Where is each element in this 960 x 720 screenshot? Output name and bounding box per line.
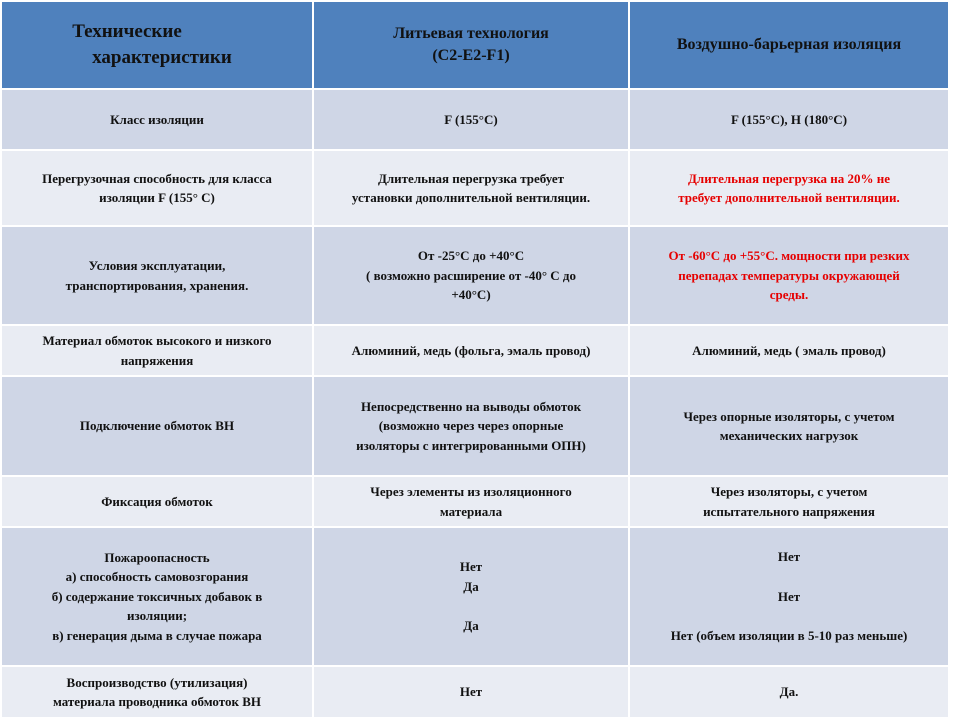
cell-text: Нет [459, 559, 483, 575]
row-5-air-barrier [630, 377, 948, 475]
table-row [2, 528, 948, 665]
cell-text: Да [463, 578, 479, 594]
cell-text: Пожароопасность [104, 549, 210, 565]
header-casting-line-1: Литьевая технология [393, 25, 549, 43]
cell-text: требует дополнительной вентиляции. [678, 190, 900, 205]
cell-text: Да. [779, 684, 799, 700]
cell-text: Нет [459, 684, 483, 700]
row-4-casting [314, 326, 628, 375]
row-7-characteristic [2, 528, 312, 665]
header-characteristics [2, 2, 312, 88]
cell-spacer [636, 567, 942, 587]
row-1-air-barrier [630, 90, 948, 149]
row-1-casting [314, 90, 628, 149]
cell-text: перепадах температуры окружающей [678, 267, 900, 283]
row-3-characteristic [2, 227, 312, 324]
row-2-air-barrier [630, 151, 948, 225]
cell-text: напряжения [120, 352, 194, 368]
table-row [2, 326, 948, 375]
table-header-row [2, 2, 948, 88]
cell-text: изоляции F (155° С) [99, 190, 215, 205]
row-7-air-barrier [630, 528, 948, 665]
row-6-casting [314, 477, 628, 526]
row-7-casting [314, 528, 628, 665]
cell-text: Алюминий, медь (фольга, эмаль провод) [351, 342, 591, 358]
cell-text: испытательного напряжения [703, 503, 875, 519]
row-1-characteristic [2, 90, 312, 149]
row-8-characteristic [2, 667, 312, 717]
row-4-characteristic [2, 326, 312, 375]
row-2-casting [314, 151, 628, 225]
cell-spacer [320, 596, 622, 616]
cell-text: Алюминий, медь ( эмаль провод) [692, 342, 886, 358]
cell-text: Да [463, 618, 479, 634]
cell-text: Длительная перегрузка на 20% не [687, 170, 891, 186]
cell-text: Нет [777, 588, 801, 604]
cell-text: Длительная перегрузка требует [377, 170, 565, 186]
row-3-casting [314, 227, 628, 324]
cell-text: От -60°С до +55°С. мощности при резких [668, 248, 910, 264]
cell-text: Подключение обмоток ВН [79, 418, 235, 434]
cell-text: От -25°С до +40°С [417, 248, 525, 264]
cell-text: механических нагрузок [719, 428, 859, 443]
cell-text: в) генерация дыма в случае пожара [52, 627, 262, 643]
cell-text: F (155°С) [444, 111, 498, 127]
cell-text: (возможно через через опорные [378, 418, 564, 434]
cell-text: +40°С) [451, 287, 491, 303]
table-row [2, 90, 948, 149]
row-6-air-barrier [630, 477, 948, 526]
header-air-barrier-line-1: Воздушно-барьерная изоляция [676, 36, 902, 54]
cell-text: Условия эксплуатации, [88, 258, 226, 273]
row-8-casting [314, 667, 628, 717]
header-casting-line-2: (С2-Е2-F1) [432, 47, 510, 64]
row-4-air-barrier [630, 326, 948, 375]
cell-spacer [636, 606, 942, 626]
cell-text: установки дополнительной вентиляции. [351, 190, 591, 205]
cell-text: Через опорные изоляторы, с учетом [683, 408, 895, 424]
cell-text: F (155°С), Н (180°С) [730, 111, 848, 127]
row-5-characteristic [2, 377, 312, 475]
cell-text: среды. [769, 287, 809, 303]
cell-text: Фиксация обмоток [101, 493, 213, 509]
cell-text: материала [439, 503, 503, 519]
header-air-barrier-insulation [630, 2, 948, 88]
cell-text: изоляции; [126, 608, 188, 624]
table-row [2, 377, 948, 475]
cell-text: Непосредственно на выводы обмоток [360, 398, 582, 414]
cell-text: ( возможно расширение от -40° С до [366, 267, 576, 283]
cell-text: Нет (объем изоляции в 5-10 раз меньше) [670, 628, 908, 644]
row-6-characteristic [2, 477, 312, 526]
cell-text: Воспроизводство (утилизация) [66, 674, 248, 690]
cell-text: Перегрузочная способность для класса [42, 170, 272, 186]
cell-text: Через элементы из изоляционного [370, 484, 572, 499]
table-row [2, 667, 948, 717]
cell-text: транспортирования, хранения. [65, 277, 249, 293]
table-row [2, 477, 948, 526]
cell-text: б) содержание токсичных добавок в [51, 588, 263, 604]
row-3-air-barrier [630, 227, 948, 324]
cell-text: Через изоляторы, с учетом [710, 484, 868, 499]
table-row [2, 227, 948, 324]
header-casting-technology [314, 2, 628, 88]
row-8-air-barrier [630, 667, 948, 717]
table-row [2, 151, 948, 225]
cell-text: изоляторы с интегрированными ОПН) [356, 437, 586, 453]
cell-text: Класс изоляции [110, 111, 204, 127]
cell-text: Нет [777, 549, 801, 565]
header-characteristics-line-2: характеристики [92, 47, 232, 68]
cell-text: Материал обмоток высокого и низкого [42, 333, 272, 348]
header-characteristics-line-1: Технические [72, 21, 182, 43]
cell-text: материала проводника обмоток ВН [52, 694, 261, 709]
cell-text: а) способность самовозгорания [65, 569, 249, 585]
row-5-casting [314, 377, 628, 475]
row-2-characteristic [2, 151, 312, 225]
